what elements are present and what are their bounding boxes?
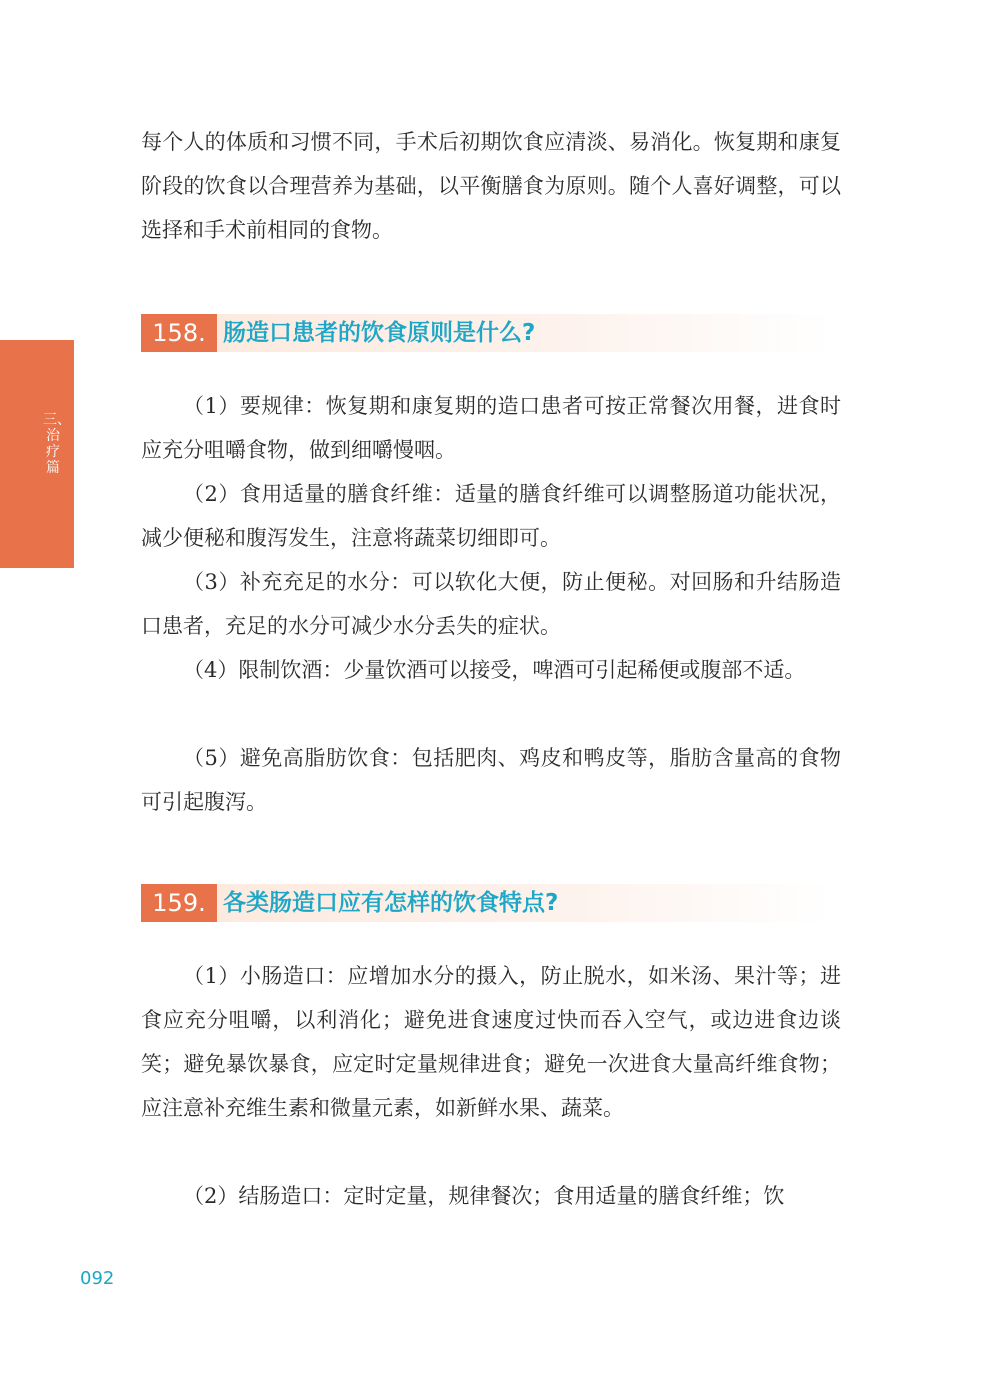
q158-item-2: （2）食用适量的膳食纤维：适量的膳食纤维可以调整肠道功能状况，减少便秘和腹泻发生，注意将蔬菜切细即可。 (141, 482, 841, 550)
q159-item-2: （2）结肠造口：定时定量，规律餐次；食用适量的膳食纤维；饮 (183, 1184, 785, 1208)
q158-item-5: （5）避免高脂肪饮食：包括肥肉、鸡皮和鸭皮等，脂肪含量高的食物可引起腹泻。 (141, 746, 841, 814)
question-158-heading (141, 314, 833, 352)
question-158-title: 肠造口患者的饮食原则是什么? (223, 320, 536, 346)
chapter-side-tab-label: 三、治疗篇 (43, 412, 71, 476)
page-number: 092 (80, 1268, 115, 1289)
q158-item-4: （4）限制饮酒：少量饮酒可以接受，啤酒可引起稀便或腹部不适。 (183, 658, 806, 682)
q159-item-1: （1）小肠造口：应增加水分的摄入，防止脱水，如米汤、果汁等；进食应充分咀嚼，以利消化；避免进食速度过快而吞入空气，或边进食边谈笑；避免暴饮暴食，应定时定量规律进食；避免一次进食大量高纤维食物；应注意补充维生素和微量元素，如新鲜水果、蔬菜。 (141, 964, 841, 1120)
question-158-number: 158. (141, 314, 217, 352)
question-159-heading (141, 884, 833, 922)
question-159-number: 159. (141, 884, 217, 922)
intro-paragraph: 每个人的体质和习惯不同，手术后初期饮食应清淡、易消化。恢复期和康复阶段的饮食以合理营养为基础，以平衡膳食为原则。随个人喜好调整，可以选择和手术前相同的食物。 (141, 130, 841, 242)
q158-item-1: （1）要规律：恢复期和康复期的造口患者可按正常餐次用餐，进食时应充分咀嚼食物，做到细嚼慢咽。 (141, 394, 841, 462)
q158-item-3: （3）补充充足的水分：可以软化大便，防止便秘。对回肠和升结肠造口患者，充足的水分可减少水分丢失的症状。 (141, 570, 841, 638)
question-159-title: 各类肠造口应有怎样的饮食特点? (223, 890, 559, 916)
